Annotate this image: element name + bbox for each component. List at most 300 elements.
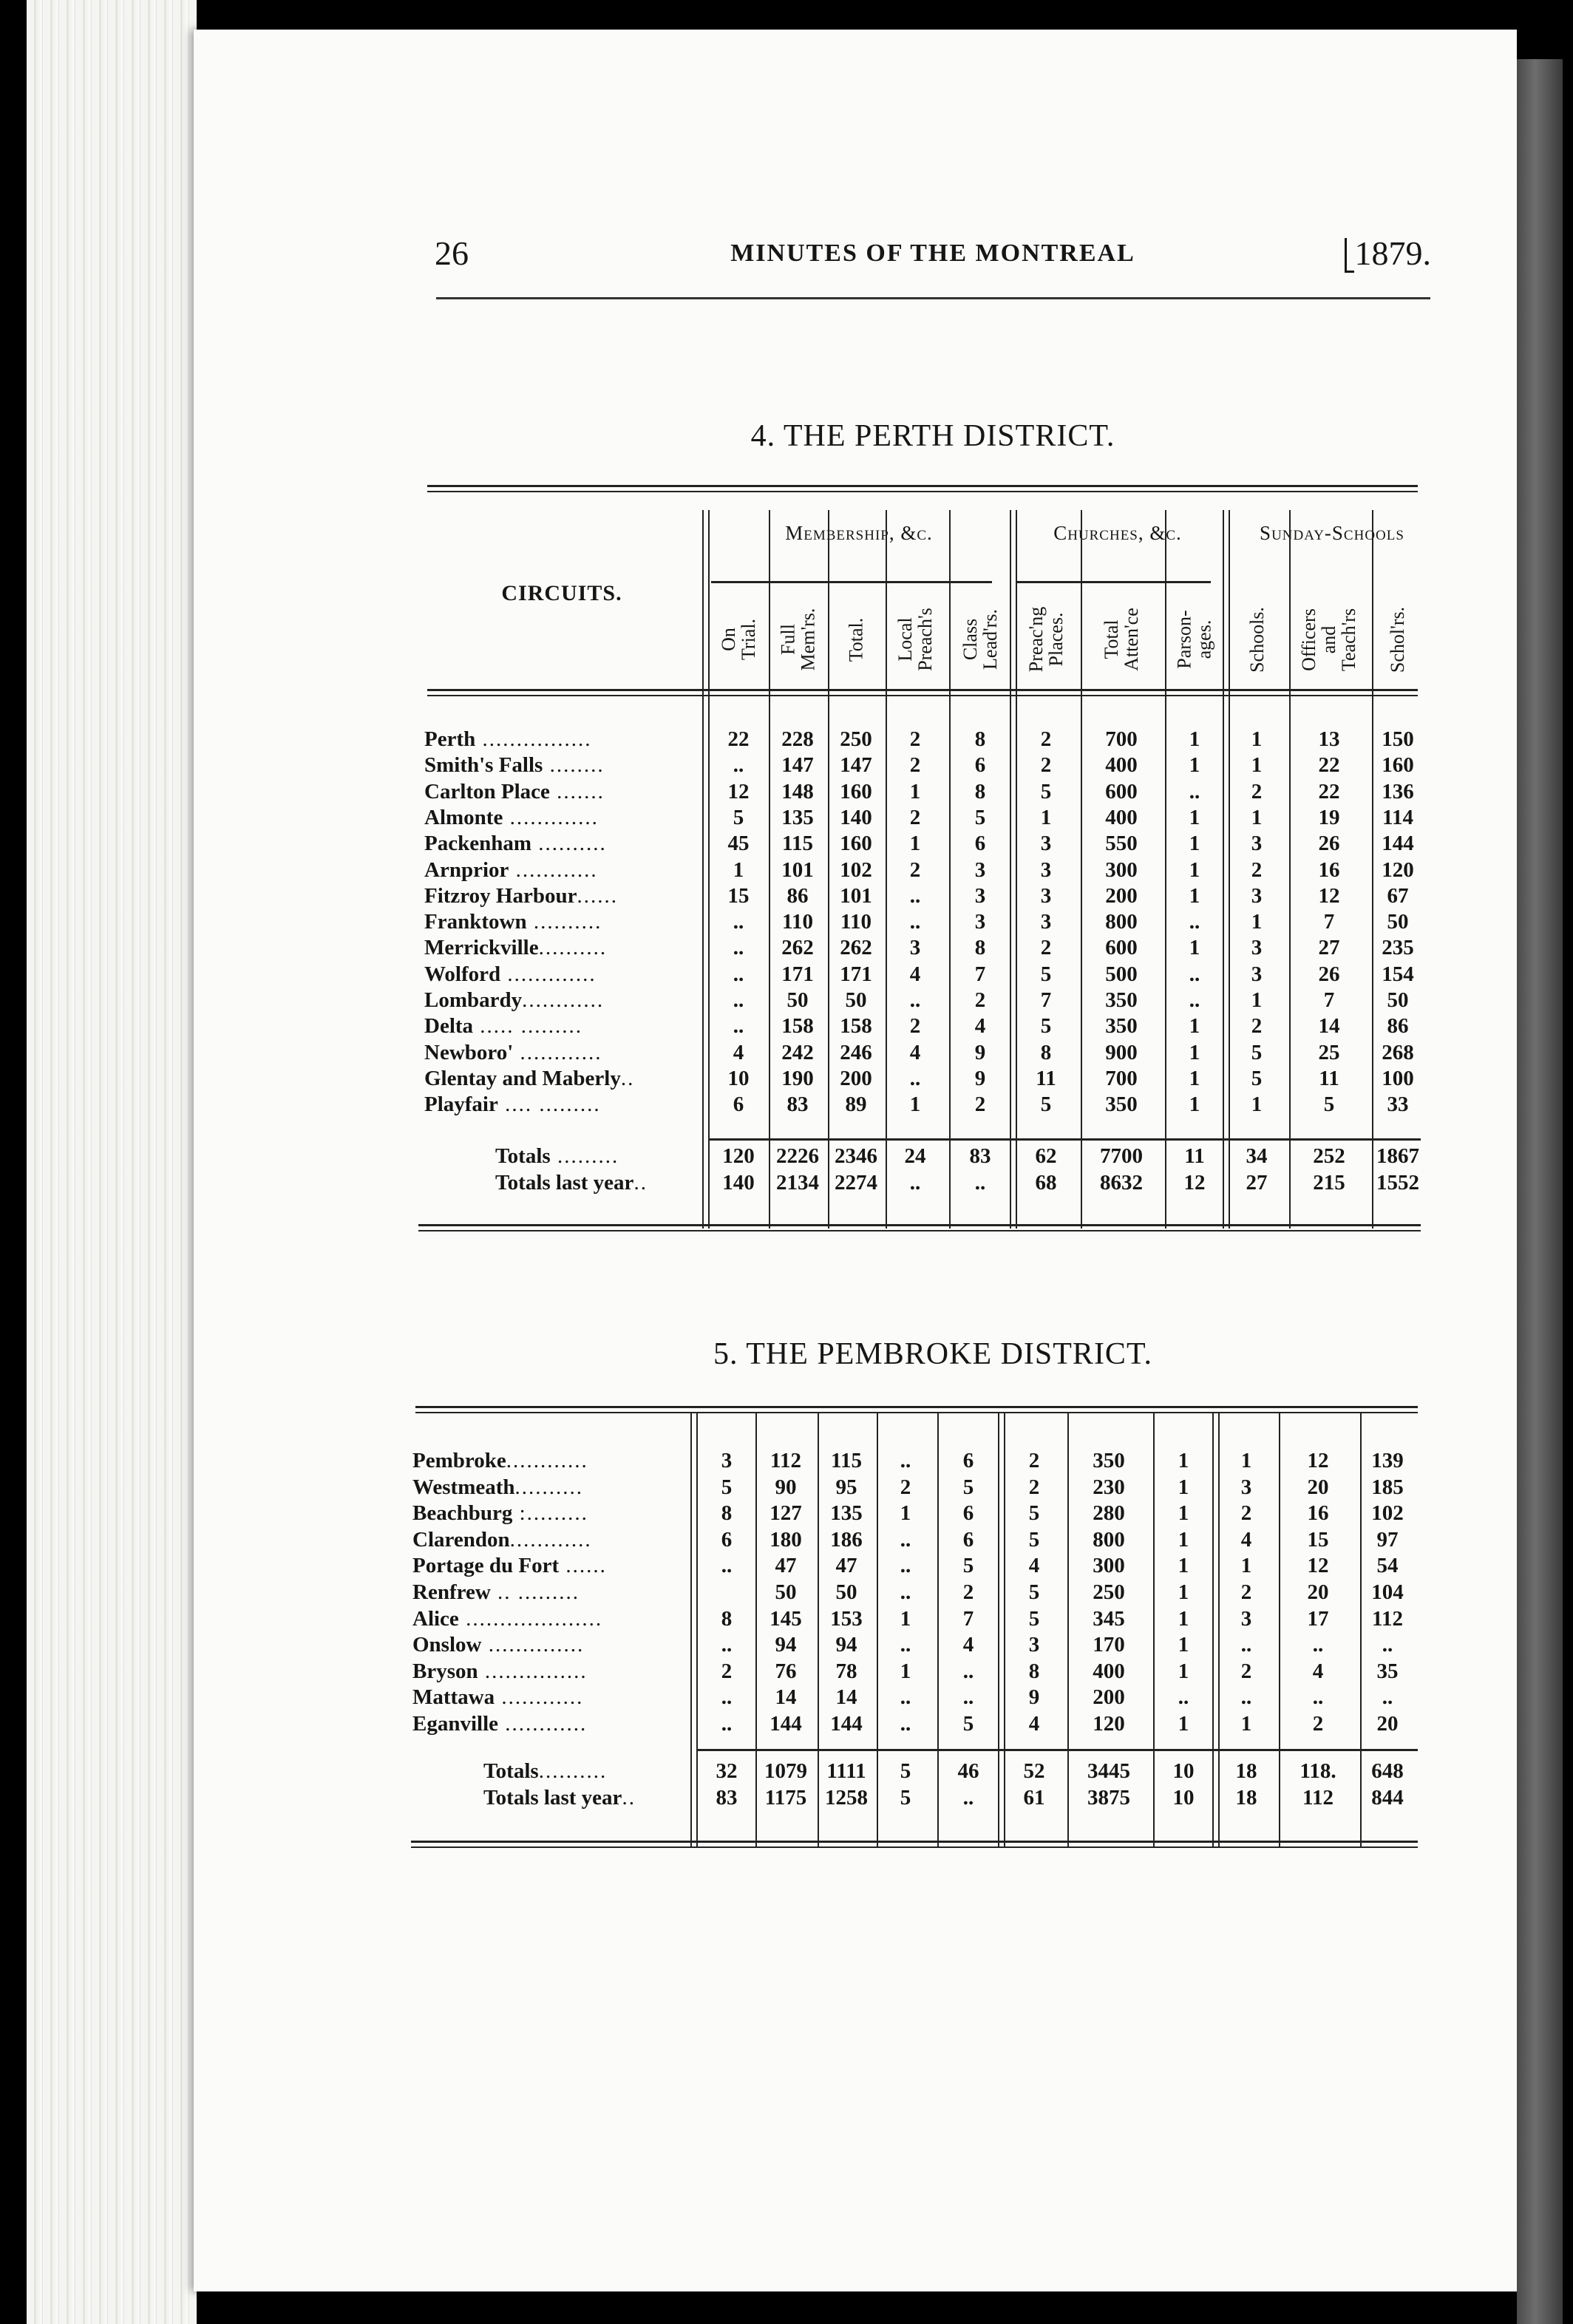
value-cell: .. bbox=[909, 910, 921, 934]
value-cell: 13 bbox=[1318, 727, 1340, 751]
value-cell: .. bbox=[721, 1554, 733, 1578]
value-cell: 1 bbox=[1178, 1475, 1189, 1499]
table-row bbox=[0, 1552, 1478, 1579]
value-cell: 5 bbox=[974, 805, 986, 829]
leader-dots: .......... bbox=[514, 1475, 584, 1499]
circuit-name-cell bbox=[495, 1143, 699, 1169]
value-cell: .. bbox=[733, 962, 744, 986]
column-header-label: Schol'rs. bbox=[1387, 606, 1409, 673]
value-cell: 3 bbox=[1028, 1633, 1040, 1657]
circuit-name-cell bbox=[412, 1552, 687, 1579]
table-row bbox=[0, 961, 1478, 988]
pembroke-district-title: 5. THE PEMBROKE DISTRICT. bbox=[713, 1337, 1152, 1371]
leader-dots: ............ bbox=[513, 1040, 602, 1064]
value-cell: 47 bbox=[835, 1554, 857, 1578]
value-cell: .. bbox=[1382, 1685, 1393, 1710]
value-cell: 9 bbox=[1028, 1685, 1040, 1710]
value-cell: 2226 bbox=[776, 1144, 819, 1168]
value-cell: 5 bbox=[1251, 1040, 1263, 1064]
table-row bbox=[0, 726, 1478, 752]
circuit-name: Newboro' bbox=[424, 1040, 514, 1064]
column-header-label: Preac'ng Places. bbox=[1025, 606, 1067, 673]
value-cell: 200 bbox=[1105, 883, 1138, 908]
value-cell: 27 bbox=[1318, 936, 1340, 960]
value-cell: 1 bbox=[1251, 988, 1263, 1012]
value-cell: 3 bbox=[1251, 883, 1263, 908]
value-cell: 34 bbox=[1246, 1144, 1268, 1168]
value-cell: 15 bbox=[727, 883, 750, 908]
circuit-name-cell bbox=[412, 1631, 687, 1658]
circuits-header: CIRCUITS. bbox=[501, 581, 622, 605]
table-row bbox=[0, 1684, 1478, 1710]
table-row bbox=[0, 752, 1478, 778]
value-cell: .. bbox=[1240, 1633, 1252, 1657]
leader-dots: .......... bbox=[526, 910, 602, 934]
circuit-name-cell bbox=[424, 1039, 699, 1066]
value-cell: 26 bbox=[1318, 962, 1340, 986]
leader-dots: ............ bbox=[522, 988, 605, 1012]
value-cell: 2 bbox=[909, 805, 921, 829]
value-cell: 1175 bbox=[764, 1786, 807, 1810]
value-cell: 171 bbox=[781, 962, 814, 986]
value-cell: 252 bbox=[1313, 1144, 1345, 1168]
value-cell: 2 bbox=[1251, 857, 1263, 882]
value-cell: 147 bbox=[840, 753, 872, 778]
value-cell: 67 bbox=[1387, 883, 1409, 908]
value-cell: 200 bbox=[840, 1066, 872, 1090]
table-row bbox=[0, 1500, 1478, 1526]
value-cell: .. bbox=[900, 1527, 911, 1552]
column-header bbox=[713, 584, 764, 695]
value-cell: 50 bbox=[775, 1580, 797, 1604]
value-cell: .. bbox=[909, 988, 921, 1012]
value-cell: 102 bbox=[1371, 1501, 1404, 1526]
value-cell: 1 bbox=[1178, 1501, 1189, 1526]
circuit-name-cell bbox=[424, 1013, 699, 1039]
circuit-name: Renfrew bbox=[412, 1580, 491, 1604]
circuit-name-cell bbox=[412, 1684, 687, 1710]
value-cell: 76 bbox=[775, 1659, 797, 1683]
value-cell: .. bbox=[900, 1554, 911, 1578]
perth-top-rule bbox=[427, 485, 1418, 492]
value-cell: 700 bbox=[1105, 1066, 1138, 1090]
value-cell: 8 bbox=[974, 727, 986, 751]
value-cell: 9 bbox=[974, 1040, 986, 1064]
value-cell: 2134 bbox=[776, 1171, 819, 1195]
value-cell: 1 bbox=[1178, 1659, 1189, 1683]
value-cell: 3 bbox=[1251, 832, 1263, 856]
value-cell: 1 bbox=[1189, 1014, 1200, 1039]
value-cell: 6 bbox=[974, 832, 986, 856]
value-cell: 190 bbox=[781, 1066, 814, 1090]
value-cell: 400 bbox=[1105, 753, 1138, 778]
value-cell: 1 bbox=[1251, 727, 1263, 751]
value-cell: 3 bbox=[1240, 1475, 1252, 1499]
perth-totals-rule bbox=[710, 1138, 1421, 1141]
value-cell: 2 bbox=[1251, 1014, 1263, 1039]
value-cell: 1 bbox=[1189, 753, 1200, 778]
value-cell: 160 bbox=[1382, 753, 1414, 778]
value-cell: 1 bbox=[1189, 1066, 1200, 1090]
table-row bbox=[0, 1606, 1478, 1632]
value-cell: 1 bbox=[1178, 1633, 1189, 1657]
value-cell: 4 bbox=[909, 1040, 921, 1064]
value-cell: 7 bbox=[1323, 910, 1335, 934]
value-cell: 90 bbox=[775, 1475, 797, 1499]
value-cell: .. bbox=[900, 1712, 911, 1736]
value-cell: 2 bbox=[1251, 779, 1263, 803]
circuit-name-cell bbox=[424, 804, 699, 831]
circuit-name: Merrickville bbox=[424, 936, 539, 960]
leader-dots: ............ bbox=[506, 1449, 588, 1472]
value-cell: 5 bbox=[900, 1786, 911, 1810]
value-cell: 2 bbox=[909, 727, 921, 751]
value-cell: 7 bbox=[974, 962, 986, 986]
leader-dots: ...... bbox=[577, 883, 618, 908]
value-cell: 2 bbox=[974, 1093, 986, 1117]
perth-header-rule bbox=[427, 689, 1418, 696]
value-cell: 50 bbox=[835, 1580, 857, 1604]
circuit-name: Perth bbox=[424, 727, 476, 751]
value-cell: .. bbox=[1189, 962, 1200, 986]
value-cell: 97 bbox=[1376, 1527, 1399, 1552]
circuit-name: Totals bbox=[483, 1759, 539, 1783]
value-cell: 83 bbox=[969, 1144, 991, 1168]
value-cell: 135 bbox=[830, 1501, 863, 1526]
value-cell: 11 bbox=[1184, 1144, 1205, 1168]
value-cell: 158 bbox=[781, 1014, 814, 1039]
value-cell: 2 bbox=[1240, 1580, 1252, 1604]
leader-dots: ............ bbox=[509, 857, 598, 882]
value-cell: 6 bbox=[962, 1449, 974, 1472]
value-cell: 89 bbox=[845, 1093, 867, 1117]
value-cell: 2 bbox=[1040, 753, 1052, 778]
table-row bbox=[0, 1039, 1478, 1066]
group-membership: Membership, &c. bbox=[785, 522, 933, 544]
circuit-name-cell bbox=[424, 778, 699, 805]
value-cell: 1 bbox=[1178, 1449, 1189, 1472]
value-cell: 10 bbox=[727, 1066, 750, 1090]
value-cell: 4 bbox=[1312, 1659, 1324, 1683]
value-cell: 7 bbox=[1040, 988, 1052, 1012]
value-cell: 550 bbox=[1105, 832, 1138, 856]
running-header bbox=[430, 234, 1436, 278]
value-cell: 102 bbox=[840, 857, 872, 882]
value-cell: 22 bbox=[1318, 779, 1340, 803]
value-cell: 6 bbox=[974, 753, 986, 778]
circuit-name: Packenham bbox=[424, 832, 531, 856]
column-header bbox=[1169, 584, 1220, 695]
value-cell: 16 bbox=[1307, 1501, 1329, 1526]
value-cell: 2 bbox=[1028, 1449, 1040, 1472]
value-cell: 350 bbox=[1093, 1449, 1125, 1472]
value-cell: 3 bbox=[974, 910, 986, 934]
table-row bbox=[0, 1710, 1478, 1737]
value-cell: 9 bbox=[974, 1066, 986, 1090]
value-cell: 5 bbox=[1040, 962, 1052, 986]
table-row bbox=[0, 1758, 1478, 1784]
value-cell: 17 bbox=[1307, 1606, 1329, 1631]
column-header-label: Schools. bbox=[1246, 606, 1268, 673]
leader-dots: ................ bbox=[475, 727, 592, 751]
table-row bbox=[0, 934, 1478, 961]
table-row bbox=[0, 830, 1478, 857]
value-cell: .. bbox=[1178, 1685, 1189, 1710]
value-cell: 120 bbox=[722, 1144, 755, 1168]
value-cell: 268 bbox=[1382, 1040, 1414, 1064]
value-cell: 350 bbox=[1105, 988, 1138, 1012]
value-cell: 2346 bbox=[835, 1144, 877, 1168]
value-cell: .. bbox=[900, 1449, 911, 1472]
circuit-name: Lombardy bbox=[424, 988, 523, 1012]
value-cell: 5 bbox=[1323, 1093, 1335, 1117]
circuit-name: Almonte bbox=[424, 805, 503, 829]
table-row bbox=[0, 1579, 1478, 1606]
table-row bbox=[0, 857, 1478, 883]
value-cell: 4 bbox=[974, 1014, 986, 1039]
value-cell: 26 bbox=[1318, 832, 1340, 856]
value-cell: 35 bbox=[1376, 1659, 1399, 1683]
value-cell: 1258 bbox=[825, 1786, 868, 1810]
value-cell: 68 bbox=[1035, 1171, 1057, 1195]
value-cell: .. bbox=[733, 988, 744, 1012]
value-cell: 3 bbox=[721, 1449, 733, 1472]
value-cell: 2 bbox=[909, 857, 921, 882]
value-cell: 5 bbox=[1040, 779, 1052, 803]
value-cell: 3 bbox=[1040, 857, 1052, 882]
value-cell: 1 bbox=[1189, 832, 1200, 856]
value-cell: .. bbox=[962, 1659, 974, 1683]
value-cell: 350 bbox=[1105, 1093, 1138, 1117]
circuit-name: Totals bbox=[495, 1144, 551, 1168]
value-cell: 2 bbox=[1312, 1712, 1324, 1736]
circuit-name-cell bbox=[483, 1784, 687, 1811]
value-cell: 8 bbox=[1040, 1040, 1052, 1064]
leader-dots: ............. bbox=[500, 962, 597, 986]
value-cell: 144 bbox=[769, 1712, 802, 1736]
value-cell: .. bbox=[733, 910, 744, 934]
circuit-name-cell bbox=[412, 1710, 687, 1737]
value-cell: 200 bbox=[1093, 1685, 1125, 1710]
value-cell: 8 bbox=[974, 936, 986, 960]
value-cell: 3875 bbox=[1087, 1786, 1130, 1810]
value-cell: 45 bbox=[727, 832, 750, 856]
circuit-name: Carlton Place bbox=[424, 779, 550, 803]
value-cell: 7 bbox=[1323, 988, 1335, 1012]
circuit-name-cell bbox=[424, 1091, 699, 1118]
value-cell: 5 bbox=[1028, 1606, 1040, 1631]
leader-dots: .................... bbox=[458, 1606, 603, 1631]
value-cell: 242 bbox=[781, 1040, 814, 1064]
value-cell: .. bbox=[733, 936, 744, 960]
value-cell: 139 bbox=[1371, 1449, 1404, 1472]
column-header-label: On Trial. bbox=[718, 618, 759, 661]
value-cell: 1 bbox=[909, 779, 921, 803]
running-title: MINUTES OF THE MONTREAL bbox=[730, 239, 1135, 267]
circuit-name-cell bbox=[412, 1447, 687, 1474]
circuit-name-cell bbox=[483, 1758, 687, 1784]
circuit-name: Franktown bbox=[424, 910, 527, 934]
value-cell: 8 bbox=[721, 1501, 733, 1526]
circuit-name-cell bbox=[412, 1526, 687, 1553]
circuit-name: Eganville bbox=[412, 1712, 499, 1736]
value-cell: 19 bbox=[1318, 805, 1340, 829]
column-header-label: Class Lead'rs. bbox=[959, 609, 1001, 670]
value-cell: 900 bbox=[1105, 1040, 1138, 1064]
value-cell: 1 bbox=[1189, 936, 1200, 960]
value-cell: .. bbox=[721, 1712, 733, 1736]
value-cell: 3445 bbox=[1087, 1759, 1130, 1783]
value-cell: 118. bbox=[1299, 1759, 1336, 1783]
value-cell: 136 bbox=[1382, 779, 1414, 803]
value-cell: 1 bbox=[1240, 1449, 1252, 1472]
value-cell: 101 bbox=[840, 883, 872, 908]
value-cell: 54 bbox=[1376, 1554, 1399, 1578]
circuit-name-cell bbox=[412, 1658, 687, 1685]
circuit-name: Alice bbox=[412, 1606, 459, 1631]
pembroke-top-rule bbox=[415, 1406, 1418, 1413]
value-cell: 16 bbox=[1318, 857, 1340, 882]
value-cell: .. bbox=[1240, 1685, 1252, 1710]
group-sunday-schools: Sunday-Schools bbox=[1260, 522, 1404, 544]
value-cell: 3 bbox=[1040, 910, 1052, 934]
circuit-name: Fitzroy Harbour bbox=[424, 883, 577, 908]
circuit-name-cell bbox=[424, 908, 699, 935]
value-cell: 2 bbox=[1040, 727, 1052, 751]
value-cell: 22 bbox=[1318, 753, 1340, 778]
circuit-name-cell bbox=[424, 752, 699, 778]
value-cell: 160 bbox=[840, 779, 872, 803]
value-cell: 61 bbox=[1023, 1786, 1045, 1810]
value-cell: 12 bbox=[1307, 1449, 1329, 1472]
column-header bbox=[772, 584, 823, 695]
value-cell: 1 bbox=[1189, 805, 1200, 829]
value-cell: 400 bbox=[1093, 1659, 1125, 1683]
value-cell: 2 bbox=[1240, 1659, 1252, 1683]
value-cell: 1867 bbox=[1376, 1144, 1419, 1168]
value-cell: 120 bbox=[1382, 857, 1414, 882]
value-cell: 6 bbox=[721, 1527, 733, 1552]
value-cell: 83 bbox=[786, 1093, 809, 1117]
column-header bbox=[1372, 584, 1424, 695]
value-cell: 2 bbox=[721, 1659, 733, 1683]
value-cell: 1111 bbox=[826, 1759, 866, 1783]
table-row bbox=[0, 1065, 1478, 1092]
column-header bbox=[1095, 584, 1147, 695]
value-cell: 700 bbox=[1105, 727, 1138, 751]
value-cell: .. bbox=[721, 1685, 733, 1710]
value-cell: 500 bbox=[1105, 962, 1138, 986]
value-cell: 1 bbox=[1178, 1712, 1189, 1736]
circuit-name-cell bbox=[424, 857, 699, 883]
value-cell: 110 bbox=[840, 910, 872, 934]
page-number: 26 bbox=[435, 234, 469, 272]
circuit-name: Delta bbox=[424, 1014, 474, 1039]
value-cell: 5 bbox=[900, 1759, 911, 1783]
leader-dots: ............ bbox=[495, 1685, 584, 1710]
column-header bbox=[889, 584, 941, 695]
value-cell: 22 bbox=[727, 727, 750, 751]
circuit-name: Westmeath bbox=[412, 1475, 515, 1499]
value-cell: 1 bbox=[1240, 1712, 1252, 1736]
value-cell: 648 bbox=[1371, 1759, 1404, 1783]
value-cell: 3 bbox=[1251, 962, 1263, 986]
value-cell: 110 bbox=[782, 910, 813, 934]
value-cell: 1 bbox=[900, 1606, 911, 1631]
value-cell: 300 bbox=[1093, 1554, 1125, 1578]
value-cell: 345 bbox=[1093, 1606, 1125, 1631]
value-cell: .. bbox=[909, 883, 921, 908]
value-cell: .. bbox=[721, 1633, 733, 1657]
churches-underline bbox=[1017, 581, 1211, 583]
value-cell: .. bbox=[1189, 910, 1200, 934]
value-cell: 2 bbox=[900, 1475, 911, 1499]
value-cell: 5 bbox=[962, 1712, 974, 1736]
leader-dots: .. bbox=[620, 1066, 635, 1090]
value-cell: 262 bbox=[781, 936, 814, 960]
table-row bbox=[0, 987, 1478, 1013]
circuit-name: Smith's Falls bbox=[424, 753, 543, 778]
value-cell: 2 bbox=[1040, 936, 1052, 960]
value-cell: .. bbox=[962, 1786, 974, 1810]
column-header-label: Parson- ages. bbox=[1174, 610, 1215, 669]
value-cell: 112 bbox=[1302, 1786, 1334, 1810]
table-row bbox=[0, 1013, 1478, 1039]
value-cell: 46 bbox=[957, 1759, 979, 1783]
value-cell: .. bbox=[733, 753, 744, 778]
group-churches: Churches, &c. bbox=[1053, 522, 1182, 544]
leader-dots: .... ......... bbox=[497, 1093, 601, 1117]
value-cell: 86 bbox=[786, 883, 809, 908]
value-cell: 4 bbox=[1028, 1554, 1040, 1578]
leader-dots: ......... bbox=[550, 1144, 619, 1168]
column-header-label: Local Preach's bbox=[894, 608, 937, 671]
value-cell: 800 bbox=[1093, 1527, 1125, 1552]
value-cell: 95 bbox=[835, 1475, 857, 1499]
value-cell: 135 bbox=[781, 805, 814, 829]
leader-dots: ........ bbox=[543, 753, 605, 778]
circuit-name: Bryson bbox=[412, 1659, 478, 1683]
value-cell: 1 bbox=[1178, 1606, 1189, 1631]
circuit-name: Clarendon bbox=[412, 1527, 510, 1552]
value-cell: 15 bbox=[1307, 1527, 1329, 1552]
value-cell: 5 bbox=[733, 805, 744, 829]
value-cell: 12 bbox=[1318, 883, 1340, 908]
circuit-name: Glentay and Maberly bbox=[424, 1066, 621, 1090]
value-cell: 235 bbox=[1382, 936, 1414, 960]
leader-dots: .. bbox=[633, 1171, 648, 1195]
value-cell: 11 bbox=[1036, 1066, 1056, 1090]
value-cell: 1 bbox=[1189, 857, 1200, 882]
value-cell: 94 bbox=[835, 1633, 857, 1657]
value-cell: 12 bbox=[727, 779, 750, 803]
value-cell: .. bbox=[1382, 1633, 1393, 1657]
value-cell: .. bbox=[962, 1685, 974, 1710]
value-cell: 180 bbox=[769, 1527, 802, 1552]
value-cell: 104 bbox=[1371, 1580, 1404, 1604]
value-cell: 10 bbox=[1172, 1759, 1195, 1783]
value-cell: 20 bbox=[1376, 1712, 1399, 1736]
leader-dots: ............. bbox=[503, 805, 599, 829]
table-row bbox=[0, 1143, 1478, 1169]
value-cell: 3 bbox=[1040, 883, 1052, 908]
value-cell: 215 bbox=[1313, 1171, 1345, 1195]
value-cell: 144 bbox=[1382, 832, 1414, 856]
value-cell: 1 bbox=[900, 1659, 911, 1683]
value-cell: 1 bbox=[1251, 1093, 1263, 1117]
value-cell: 228 bbox=[781, 727, 814, 751]
column-header bbox=[954, 584, 1006, 695]
